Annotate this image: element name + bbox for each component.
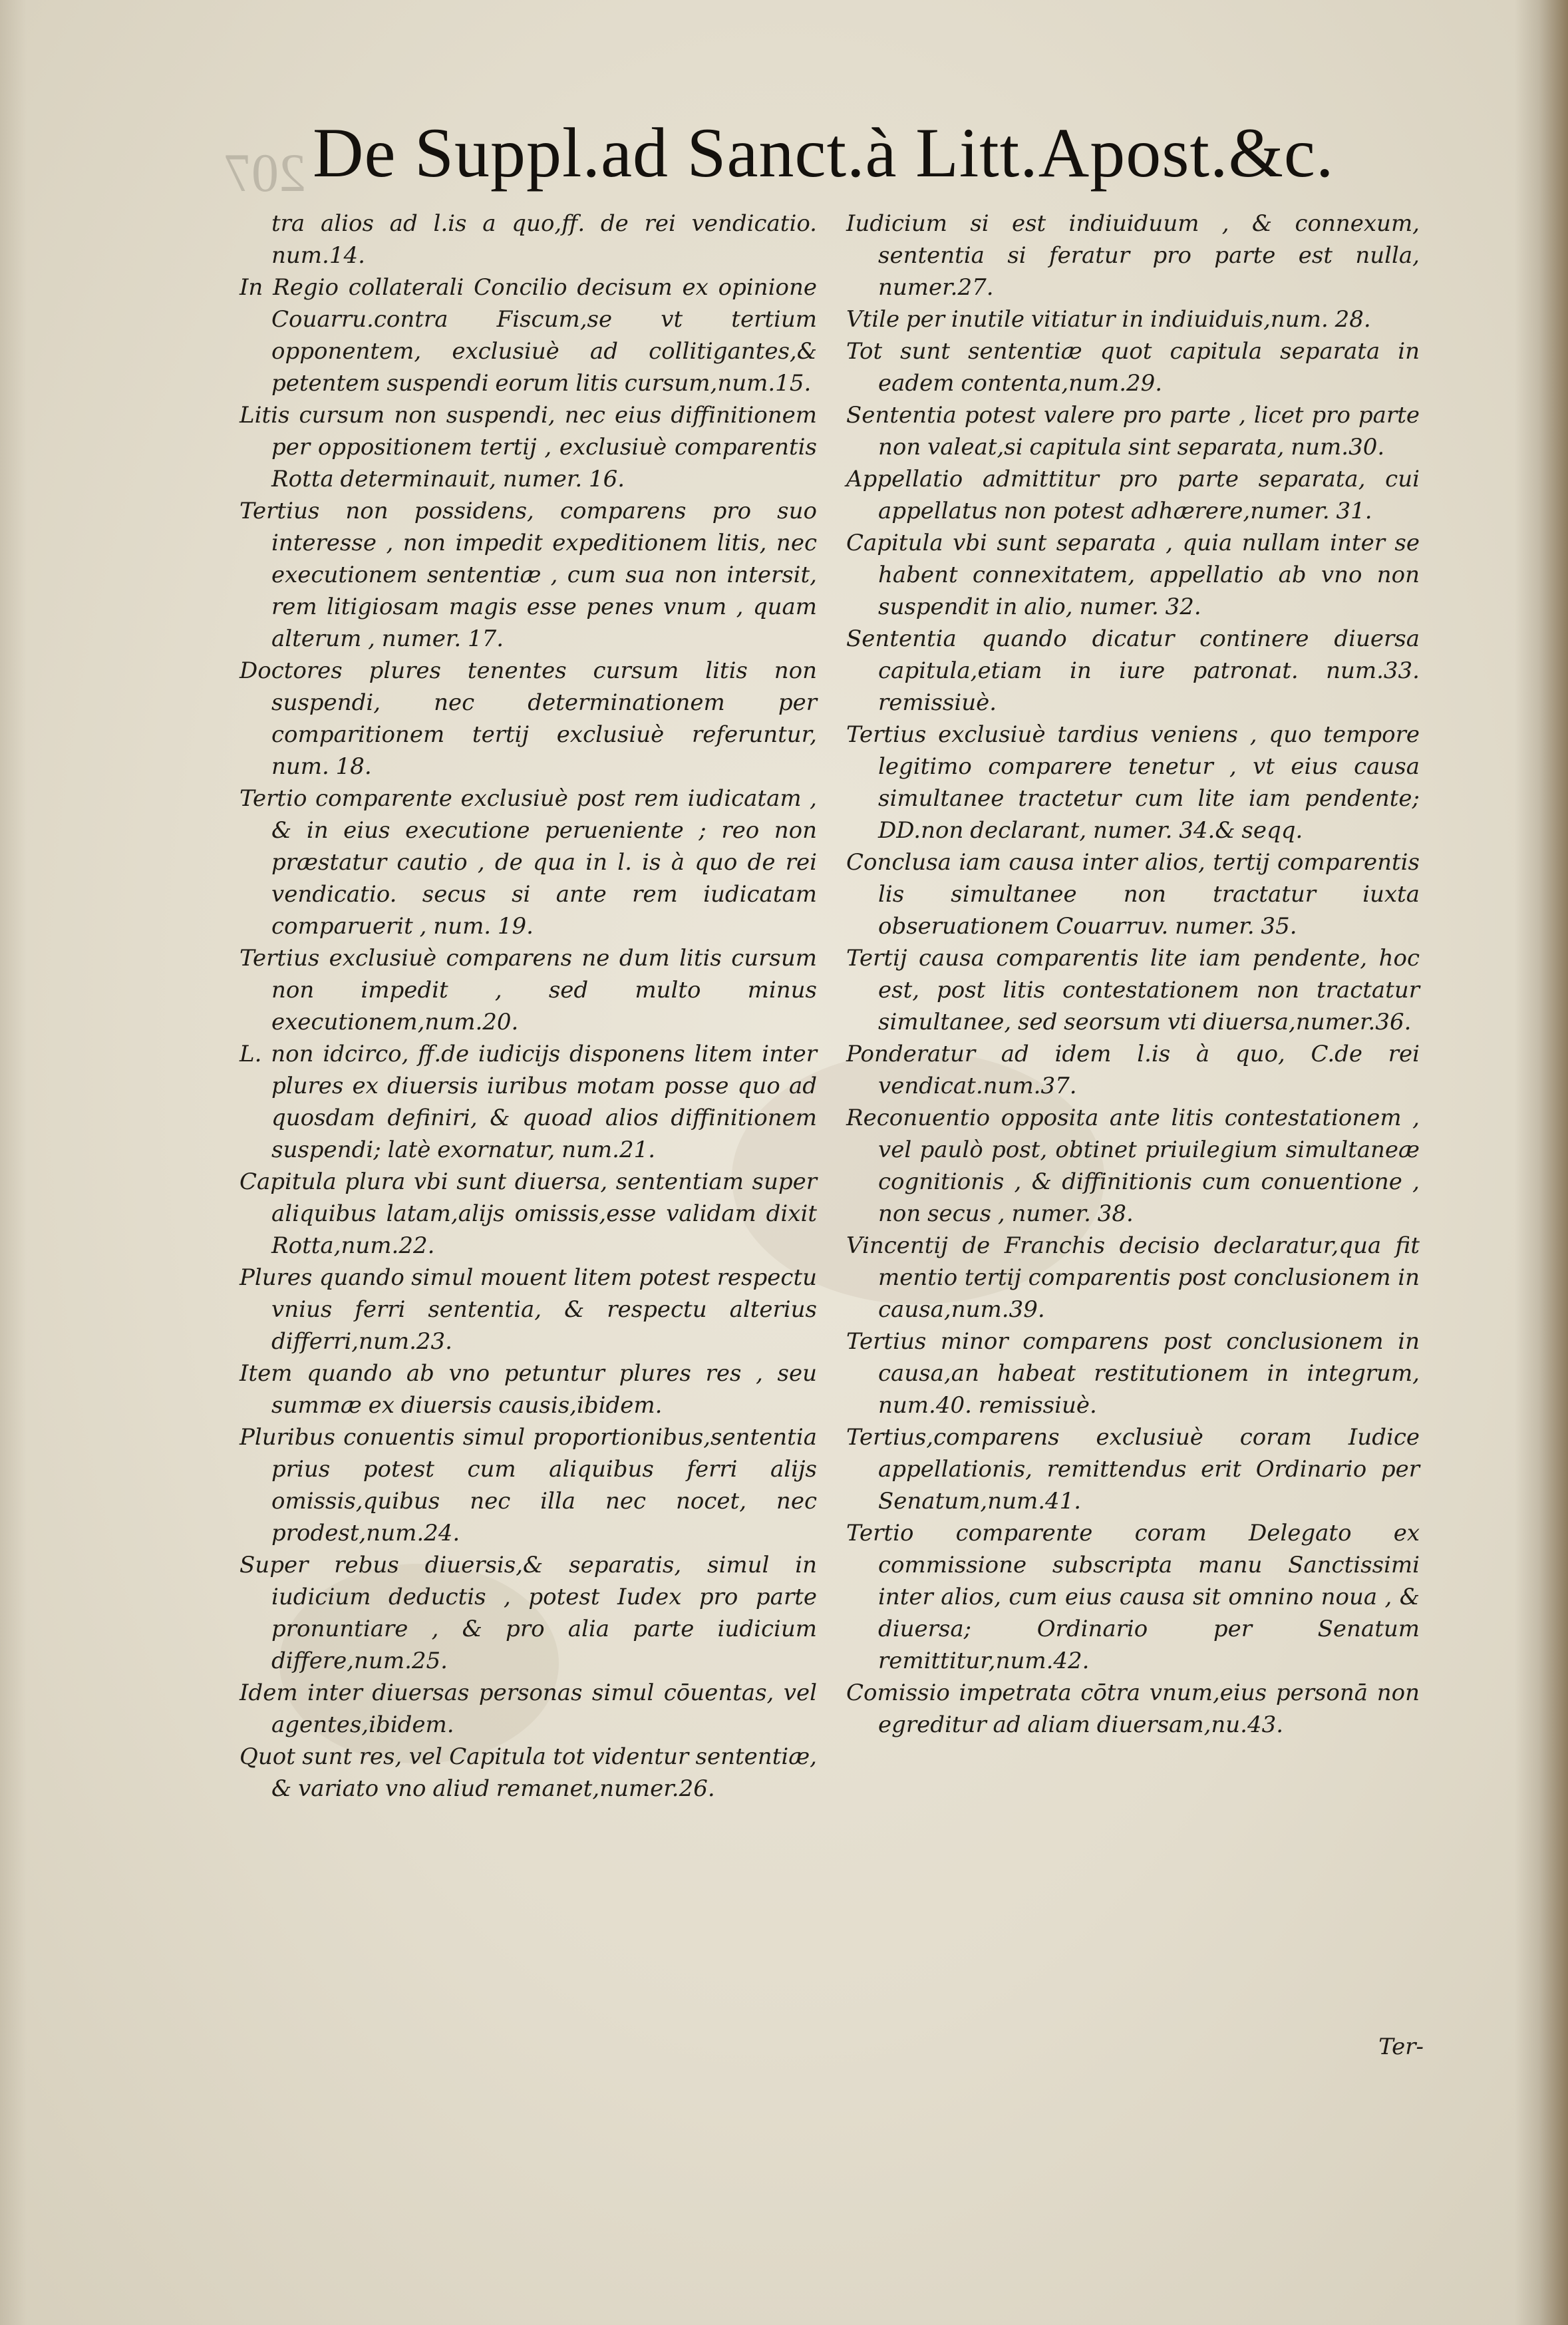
index-entry: L. non idcirco, ff.de iudicijs disponens litem inter plures ex diuersis iuribus motam posse quo ad quosdam definiri, & quoad alios diffinitionem suspendi; latè exornatur, num.21.: [239, 1041, 817, 1163]
index-entry: Tertij causa comparentis lite iam pendente, hoc est, post litis contestationem non tractatur simultanee, sed seorsum vti diuersa,numer.36.: [846, 945, 1420, 1035]
index-entry: Ponderatur ad idem l.is à quo, C.de rei vendicat.num.37.: [846, 1041, 1420, 1099]
page-gutter-shadow: [0, 0, 27, 2325]
index-entry: Tertius exclusiuè comparens ne dum litis cursum non impedit , sed multo minus executionem,num.20.: [239, 945, 817, 1035]
index-column-left: [239, 208, 817, 2071]
index-entry: Item quando ab vno petuntur plures res , seu summæ ex diuersis causis,ibidem.: [239, 1360, 817, 1419]
index-entry: Reconuentio opposita ante litis contestationem , vel paulò post, obtinet priuilegium simultaneæ cognitionis , & diffinitionis cum conuentione , non secus , numer. 38.: [846, 1105, 1420, 1227]
index-column-right: [846, 208, 1420, 2071]
index-entry: Vtile per inutile vitiatur in indiuiduis,num. 28.: [846, 306, 1371, 333]
index-entry: Capitula plura vbi sunt diuersa, sententiam super aliquibus latam,alijs omissis,esse validam dixit Rotta,num.22.: [239, 1168, 817, 1259]
index-entry: Tertio comparente coram Delegato ex commissione subscripta manu Sanctissimi inter alios, cum eius causa sit omnino noua , & diuersa; Ordinario per Senatum remittitur,num.42.: [846, 1520, 1420, 1674]
index-entry: Tot sunt sententiæ quot capitula separata in eadem contenta,num.29.: [846, 338, 1420, 397]
index-entry: Tertio comparente exclusiuè post rem iudicatam , & in eius executione perueniente ; reo non præstatur cautio , de qua in l. is à quo de rei vendicatio. secus si ante rem iudicatam comparuerit , num. 19.: [239, 785, 817, 940]
page-edge-shadow: [1515, 0, 1568, 2325]
bleed-through-page-number: 207: [224, 142, 306, 203]
index-entry: Tertius,comparens exclusiuè coram Iudice appellationis, remittendus erit Ordinario per Senatum,num.41.: [846, 1424, 1420, 1515]
index-entry: Tertius minor comparens post conclusionem in causa,an habeat restitutionem in integrum, num.40. remissiuè.: [846, 1328, 1420, 1419]
index-entry: Comissio impetrata cōtra vnum,eius personā non egreditur ad aliam diuersam,nu.43.: [846, 1680, 1420, 1738]
index-entry: Tertius exclusiuè tardius veniens , quo tempore legitimo comparere tenetur , vt eius causa simultanee tractetur cum lite iam pendente; DD.non declarant, numer. 34.& seqq.: [846, 721, 1420, 844]
index-entry: Super rebus diuersis,& separatis, simul in iudicium deductis , potest Iudex pro parte pronuntiare , & pro alia parte iudicium differe,num.25.: [239, 1552, 817, 1674]
index-entry: Sententia potest valere pro parte , licet pro parte non valeat,si capitula sint separata, num.30.: [846, 402, 1420, 460]
index-entry: Conclusa iam causa inter alios, tertij comparentis lis simultanee non tractatur iuxta obseruationem Couarruv. numer. 35.: [846, 849, 1420, 940]
index-entry: Quot sunt res, vel Capitula tot videntur sententiæ, & variato vno aliud remanet,numer.26.: [239, 1743, 817, 1802]
index-entry: Pluribus conuentis simul proportionibus,sententia prius potest cum aliquibus ferri alijs omissis,quibus nec illa nec nocet, nec prodest,num.24.: [239, 1424, 817, 1546]
index-entry: Idem inter diuersas personas simul cōuentas, vel agentes,ibidem.: [239, 1680, 817, 1738]
index-entry: Capitula vbi sunt separata , quia nullam inter se habent connexitatem, appellatio ab vno non suspendit in alio, numer. 32.: [846, 530, 1420, 620]
index-entry: Iudicium si est indiuiduum , & connexum, sententia si feratur pro parte est nulla, numer.27.: [846, 210, 1420, 301]
index-entry: Vincentij de Franchis decisio declaratur,qua fit mentio tertij comparentis post conclusionem in causa,num.39.: [846, 1232, 1420, 1323]
index-entry: Tertius non possidens, comparens pro suo interesse , non impedit expeditionem litis, nec executionem sententiæ , cum sua non intersit, rem litigiosam magis esse penes vnum , quam alterum , numer. 17.: [239, 498, 817, 652]
index-entry: Appellatio admittitur pro parte separata, cui appellatus non potest adhærere,numer. 31.: [846, 466, 1420, 524]
running-title: De Suppl.ad Sanct.à Litt.Apost.&c.: [313, 114, 1334, 192]
index-entry: Litis cursum non suspendi, nec eius diffinitionem per oppositionem tertij , exclusiuè comparentis Rotta determinauit, numer. 16.: [239, 402, 817, 492]
index-entry: Sententia quando dicatur continere diuersa capitula,etiam in iure patronat. num.33. remissiuè.: [846, 626, 1420, 716]
catchword: Ter-: [1378, 2034, 1424, 2060]
index-entry: In Regio collaterali Concilio decisum ex opinione Couarru.contra Fiscum,se vt tertium opponentem, exclusiuè ad collitigantes,& petentem suspendi eorum litis cursum,num.15.: [239, 274, 817, 397]
index-entry: Doctores plures tenentes cursum litis non suspendi, nec determinationem per comparitionem tertij exclusiuè referuntur, num. 18.: [239, 657, 817, 780]
index-entry: tra alios ad l.is a quo,ff. de rei vendicatio. num.14.: [271, 210, 817, 269]
index-entry: Plures quando simul mouent litem potest respectu vnius ferri sententia, & respectu alterius differri,num.23.: [239, 1264, 817, 1355]
